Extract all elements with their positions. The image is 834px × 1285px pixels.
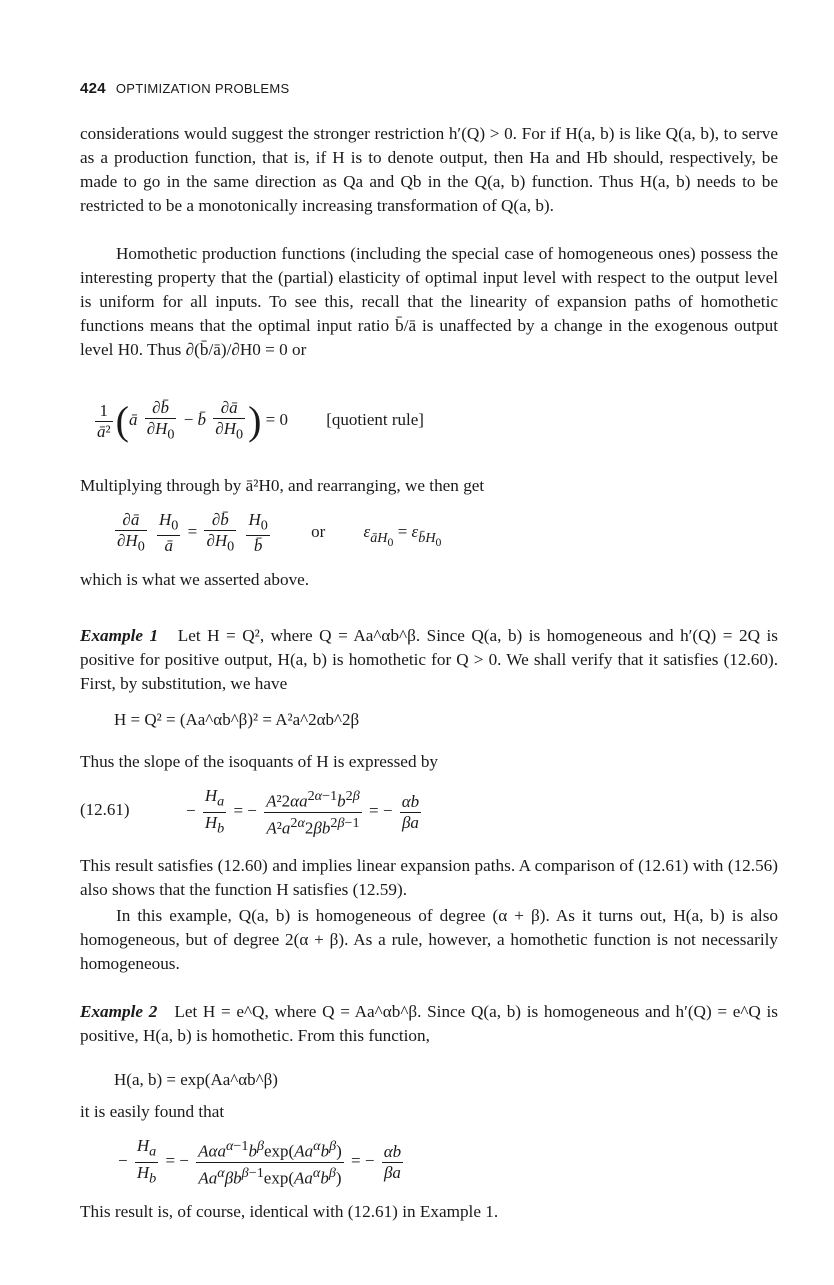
quotient-rule-note: [quotient rule] bbox=[326, 410, 424, 430]
paragraph-1: considerations would suggest the stronger restriction h′(Q) > 0. For if H(a, b) is like Q(a, b), to serve as a production function, that is, if H is to denote output, then Ha and Hb should, respectively, be made to go in the same direction as Qa and Qb in the Q(a, b) function. Thus H(a, b) needs to be restricted to be a monotonically increasing transformation of Q(a, b). bbox=[80, 124, 778, 215]
example-2-paragraph bbox=[80, 1000, 778, 1048]
equation-H-exp: H(a, b) = exp(Aa^αb^β) bbox=[114, 1070, 278, 1089]
paragraph-9: This result is, of course, identical with (12.61) in Example 1. bbox=[80, 1202, 499, 1221]
equation-12-61: − $\frac{H_a}{H_b}$ = − $\frac{A^22\alpha a^{2\alpha-1}b^{2\beta}}{A^2a^{2\alpha}2\beta b^{2\beta-1}}$ = − $\frac{\alpha b}{\beta a}$ bbox=[186, 786, 420, 838]
equation-label-12-61: (12.61) bbox=[80, 800, 130, 819]
paragraph-4: which is what we asserted above. bbox=[80, 570, 310, 589]
example-1-label: Example 1 bbox=[80, 626, 159, 645]
running-title: OPTIMIZATION PROBLEMS bbox=[115, 81, 290, 96]
page-number: 424 bbox=[80, 80, 106, 97]
running-header bbox=[80, 80, 290, 97]
paragraph-7: In this example, Q(a, b) is homogeneous of degree (α + β). As it turns out, H(a, b) is also homogeneous, but of degree 2(α + β). As a rule, however, a homothetic function is not necessarily homogeneous. bbox=[80, 906, 778, 973]
example-1-text: Let H = Q², where Q = Aa^αb^β. Since Q(a, b) is homogeneous and h′(Q) = 2Q is positive for positive output, H(a, b) is homothetic for Q > 0. We shall verify that it satisfies (12.60). First, by substitution, we have bbox=[80, 626, 778, 693]
example-2-label: Example 2 bbox=[80, 1002, 158, 1021]
paragraph-3: Multiplying through by ā²H0, and rearranging, we then get bbox=[80, 476, 485, 495]
example-2-text: Let H = e^Q, where Q = Aa^αb^β. Since Q(a, b) is homogeneous and h′(Q) = e^Q is positive, H(a, b) is homothetic. From this function, bbox=[80, 1002, 778, 1045]
equation-example-2-slope: − $\frac{H_a}{H_b}$ = − $\frac{A\alpha a^{\alpha-1}b^\beta\exp(Aa^\alpha b^\beta)}{Aa^\alpha\beta b^{\beta-1}\exp(Aa^\alpha b^\beta)}$ = − $\frac{\alpha b}{\beta a}$ bbox=[118, 1136, 402, 1188]
paragraph-2: Homothetic production functions (including the special case of homogeneous ones) possess the interesting property that the (partial) elasticity of optimal input level with respect to the output level is uniform for all inputs. To see this, recall that the linearity of expansion paths of homothetic functions means that the optimal input ratio b̄/ā is unaffected by a change in the exogenous output level H0. Thus ∂(b̄/ā)/∂H0 = 0 or bbox=[80, 244, 778, 359]
or-word: or bbox=[311, 522, 326, 542]
paragraph-8: it is easily found that bbox=[80, 1102, 225, 1121]
example-1-paragraph bbox=[80, 624, 778, 696]
paragraph-6: This result satisfies (12.60) and implies linear expansion paths. A comparison of (12.61) with (12.56) also shows that the function H satisfies (12.59). bbox=[80, 856, 778, 899]
equation-quotient-rule: $\frac{1}{\text{ā²}}$ (ā $\frac{\partial b̄}{\partial H_0}$ − b̄ $\frac{\partial ā}{\partial H_0}$ ) = 0 [quotient rule] bbox=[97, 398, 424, 444]
equation-elasticity: $\frac{\partial ā}{\partial H_0}$ $\frac{H_0}{ā}$ = $\frac{\partial b̄}{\partial H_0}$ $\frac{H_0}{b̄}$ or $\varepsilon_{āH_0} = \varepsilon_{b̄H_0}$ bbox=[117, 510, 442, 556]
paragraph-5: Thus the slope of the isoquants of H is expressed by bbox=[80, 752, 439, 771]
equation-H-substitution: H = Q² = (Aa^αb^β)² = A²a^2αb^2β bbox=[114, 710, 360, 729]
